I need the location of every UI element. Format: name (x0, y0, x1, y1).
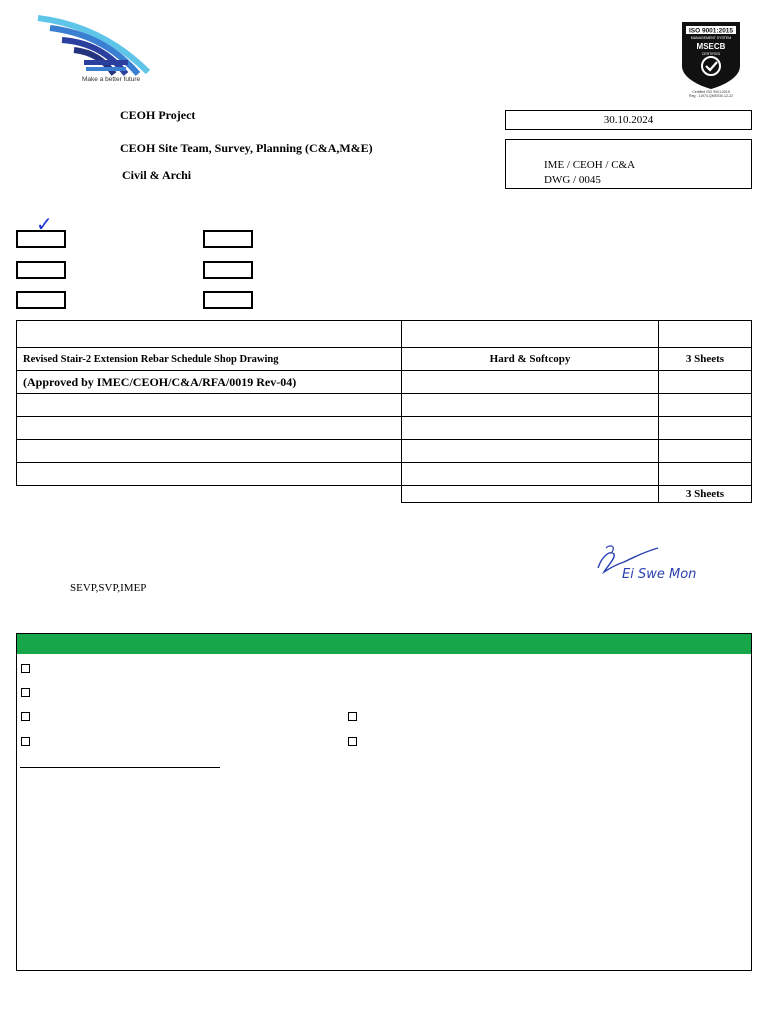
iso-line2: MANAGEMENT SYSTEM (690, 36, 732, 40)
reference-line-2: DWG / 0045 (544, 174, 601, 186)
reference-box (505, 139, 752, 189)
iso-caption-2: Reg : 11973-QMS030-12-22 (689, 94, 733, 98)
checkbox-5[interactable] (16, 291, 66, 309)
total-quantity: 3 Sheets (659, 486, 752, 503)
option-checkbox-5[interactable] (21, 737, 30, 746)
discipline: Civil & Archi (122, 168, 192, 182)
table-cell (402, 486, 659, 503)
panel-header-bar (17, 634, 751, 654)
iso-caption (678, 90, 744, 98)
iso-brand: MSECB (696, 42, 726, 51)
table-cell (402, 371, 659, 394)
reference-line-1: IME / CEOH / C&A (544, 159, 636, 171)
table-total-row (17, 486, 752, 503)
table-cell (659, 371, 752, 394)
iso-line1: ISO 9001:2015 (688, 27, 734, 35)
checkbox-3[interactable] (16, 261, 66, 279)
iso-certified: CERTIFIED (701, 52, 721, 56)
table-row (17, 348, 752, 371)
signature-text: Ei Swe Mon (622, 567, 697, 582)
team-name: CEOH Site Team, Survey, Planning (C&A,M&E) (120, 141, 373, 155)
option-checkbox-6[interactable] (348, 737, 357, 746)
date-field: 30.10.2024 (505, 110, 752, 130)
table-cell (17, 486, 402, 503)
table-row (17, 463, 752, 486)
table-header-row (17, 321, 752, 348)
table-cell (402, 321, 659, 348)
table-row (17, 440, 752, 463)
project-name: CEOH Project (120, 108, 196, 122)
company-logo (30, 14, 160, 86)
table-cell (17, 321, 402, 348)
item-approval-note: (Approved by IMEC/CEOH/C&A/RFA/0019 Rev-04) (17, 371, 402, 394)
transmittal-table (16, 320, 752, 503)
checkbox-4[interactable] (203, 261, 253, 279)
signature-image (588, 538, 708, 586)
item-description: Revised Stair-2 Extension Rebar Schedule Shop Drawing (17, 348, 402, 371)
checkbox-2[interactable] (203, 230, 253, 248)
table-cell (659, 321, 752, 348)
acknowledgement-panel (16, 633, 752, 971)
option-checkbox-2[interactable] (21, 688, 30, 697)
remarks-underline (20, 767, 220, 768)
table-row (17, 394, 752, 417)
option-checkbox-4[interactable] (348, 712, 357, 721)
table-row (17, 371, 752, 394)
checkmark-icon: ✓ (36, 212, 53, 236)
table-row (17, 417, 752, 440)
option-checkbox-1[interactable] (21, 664, 30, 673)
logo-tagline: Make a better future (82, 76, 141, 83)
iso-caption-1: Certified ISO 9001:2015 (692, 90, 730, 94)
checkbox-6[interactable] (203, 291, 253, 309)
iso-certification-badge (678, 20, 744, 106)
item-type: Hard & Softcopy (402, 348, 659, 371)
option-checkbox-3[interactable] (21, 712, 30, 721)
item-quantity: 3 Sheets (659, 348, 752, 371)
distribution-list: SEVP,SVP,IMEP (70, 582, 147, 594)
